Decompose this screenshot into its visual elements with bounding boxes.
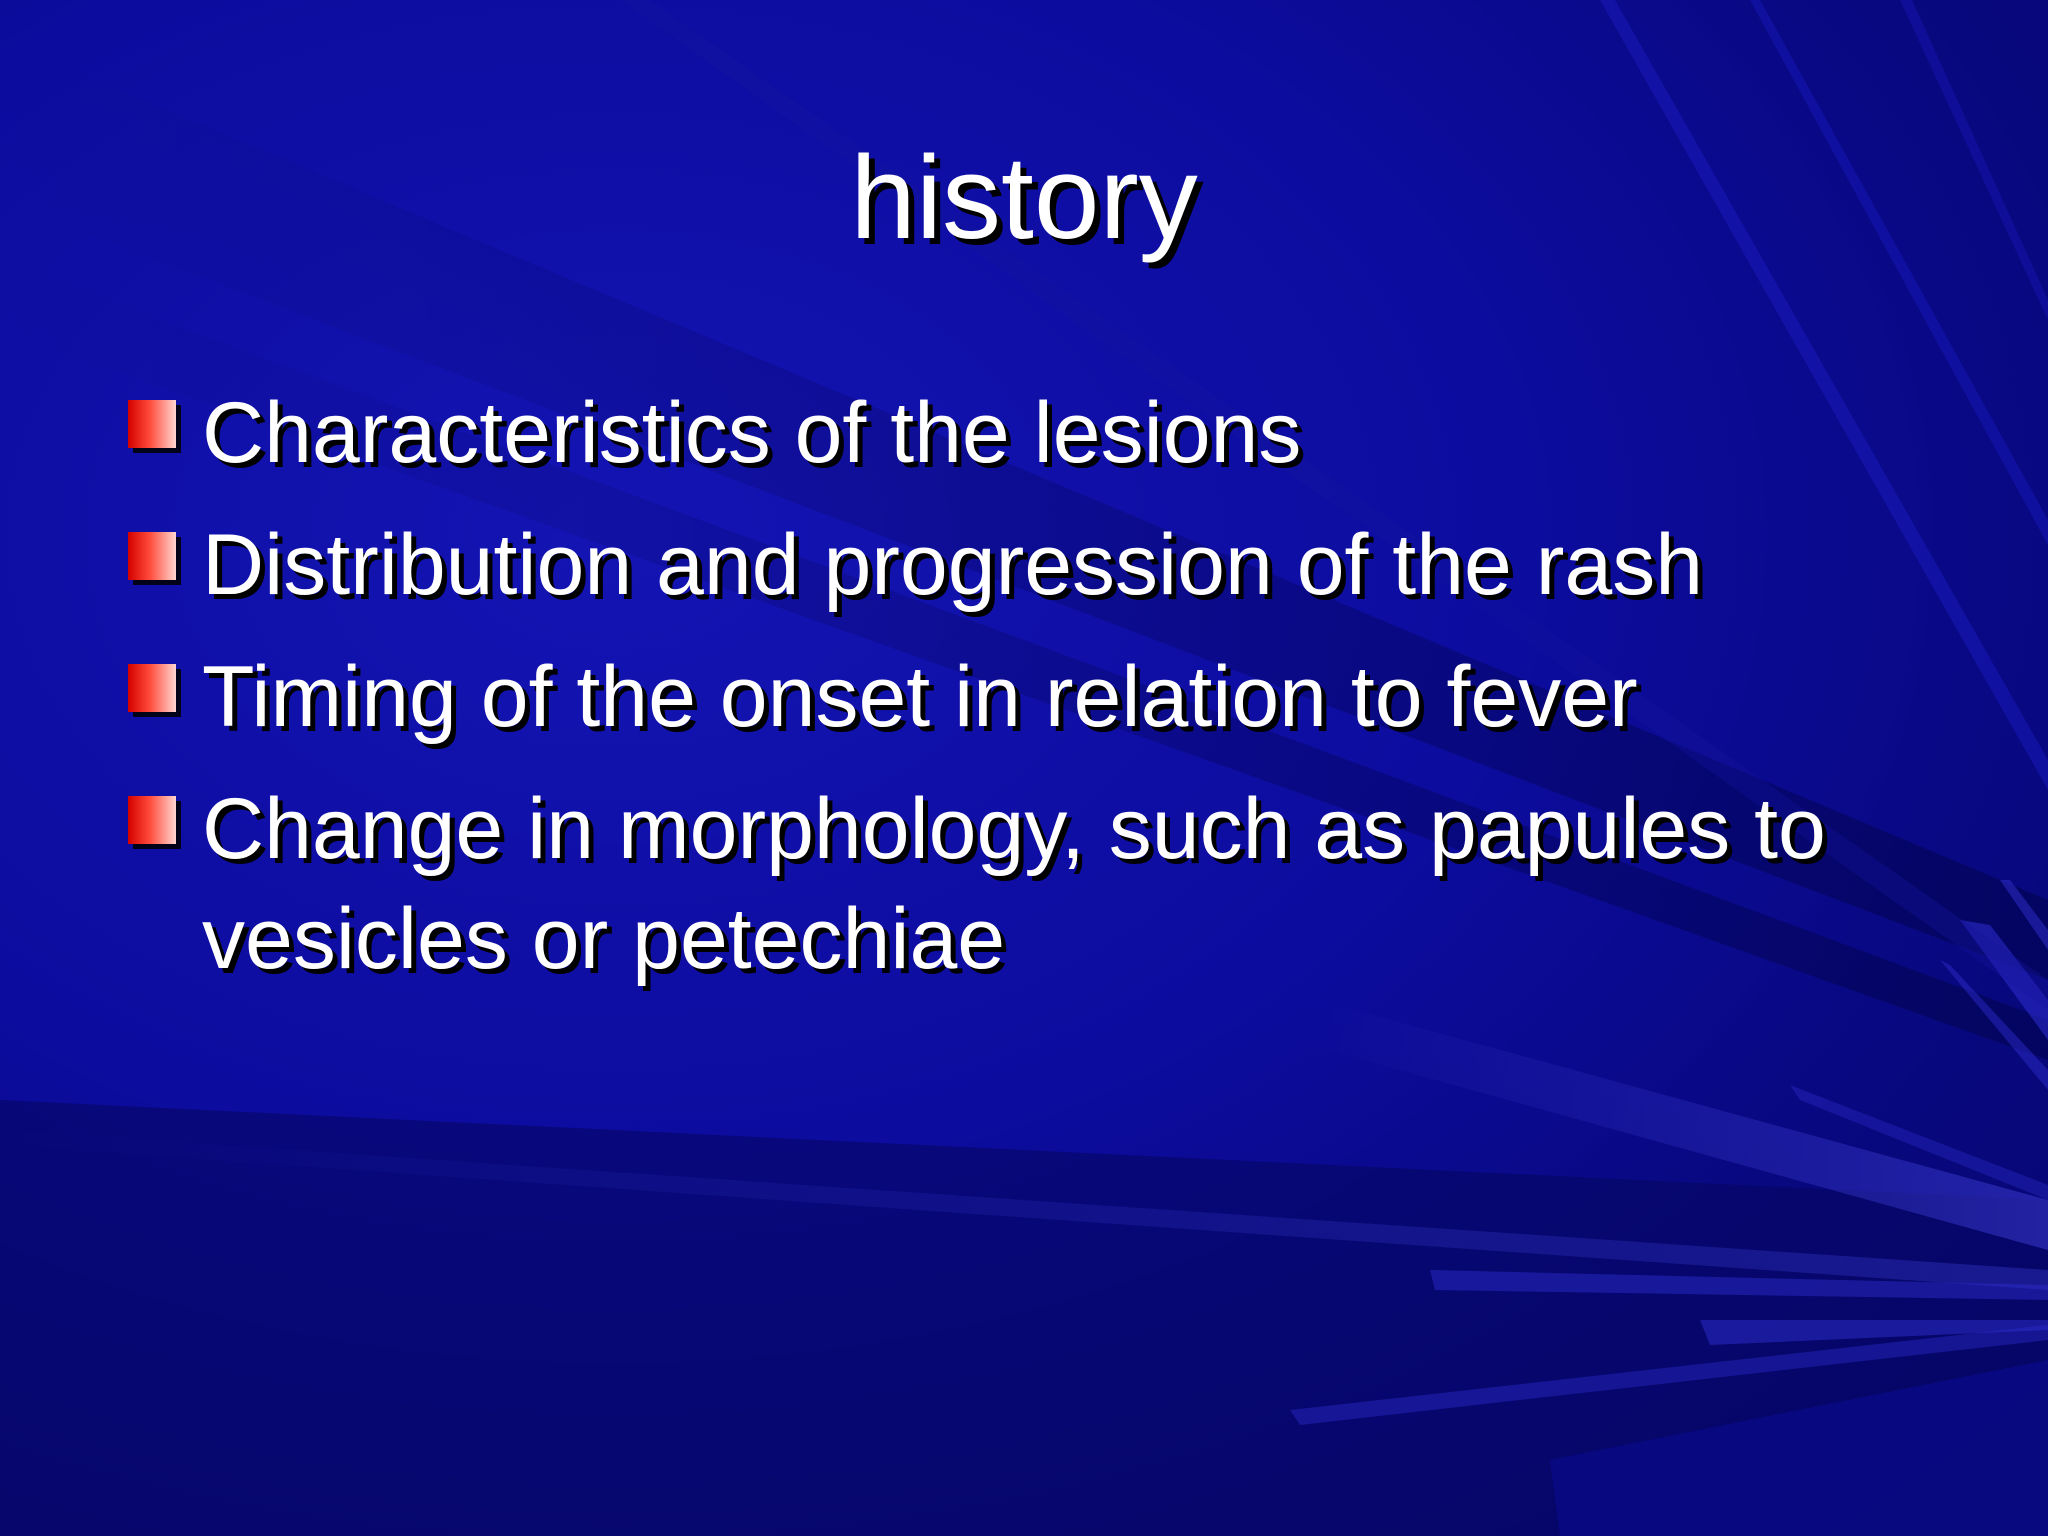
bullet-text: Timing of the onset in relation to fever bbox=[202, 649, 1638, 745]
slide-title: history bbox=[850, 132, 1198, 264]
list-item bbox=[128, 774, 1928, 994]
red-square-bullet-icon bbox=[128, 664, 176, 712]
red-square-bullet-icon bbox=[128, 400, 176, 448]
list-item bbox=[128, 378, 1928, 488]
bullet-list bbox=[128, 378, 1928, 1016]
bullet-text: Characteristics of the lesions bbox=[202, 385, 1302, 481]
red-square-bullet-icon bbox=[128, 796, 176, 844]
list-item bbox=[128, 642, 1928, 752]
list-item bbox=[128, 510, 1928, 620]
bullet-text: Change in morphology, such as papules to vesicles or petechiae bbox=[202, 781, 1826, 987]
bullet-text: Distribution and progression of the rash bbox=[202, 517, 1704, 613]
red-square-bullet-icon bbox=[128, 532, 176, 580]
